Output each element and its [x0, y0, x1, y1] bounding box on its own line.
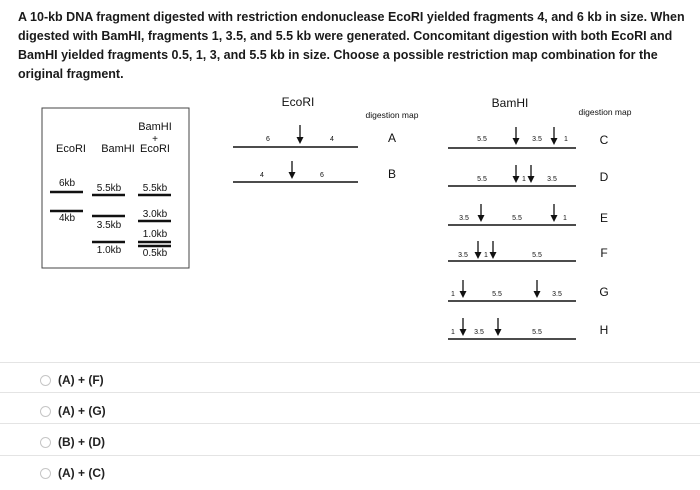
- map-letter: G: [599, 285, 609, 299]
- ecori-header: EcoRI: [281, 95, 315, 109]
- segment-label: 5.5: [477, 136, 487, 143]
- question-text: A 10-kb DNA fragment digested with restriction endonuclease EcoRI yielded fragments 4, and 6 kb in size. When digested with BamHI, fragments 1, 3.5, and 5.5 kb were generated. Concomitant digestion with both EcoRI and BamHI yielded fragments 0.5, 1, 3, and 5.5 kb in size. Choose a possible restriction map combination for the original fragment.: [18, 10, 685, 81]
- segment-label: 1: [522, 176, 526, 183]
- map-letter: E: [599, 211, 609, 225]
- gel-col-ecori: EcoRI: [56, 143, 86, 155]
- map-letter: C: [599, 133, 609, 147]
- cut-arrow-icon: [478, 204, 485, 222]
- radio-button[interactable]: [40, 468, 51, 479]
- segment-label: 3.5: [547, 176, 557, 183]
- gel-band-label: 4kb: [58, 213, 76, 224]
- divider: [0, 362, 700, 363]
- answer-option-label: (A) + (C): [58, 466, 105, 480]
- answer-option-label: (B) + (D): [58, 435, 105, 449]
- segment-label: 3.5: [459, 215, 469, 222]
- cut-arrow-icon: [490, 241, 497, 259]
- radio-button[interactable]: [40, 375, 51, 386]
- map-letter: H: [599, 323, 609, 337]
- bamhi-map-e: [448, 204, 608, 225]
- gel-band-label: 5.5kb: [96, 183, 122, 194]
- bamhi-map-d: [448, 165, 609, 186]
- ecori-map-a: [233, 125, 396, 147]
- radio-button[interactable]: [40, 406, 51, 417]
- bamhi-map-h: [448, 318, 608, 339]
- answer-option[interactable]: [40, 433, 105, 451]
- cut-arrow-icon: [475, 241, 482, 259]
- bamhi-header: BamHI: [491, 96, 529, 110]
- segment-label: 6: [266, 136, 270, 143]
- ecori-map-b: [233, 161, 396, 182]
- segment-label: 3.5: [532, 136, 542, 143]
- cut-arrow-icon: [534, 280, 541, 298]
- answer-option[interactable]: [40, 464, 105, 482]
- segment-label: 4: [330, 136, 334, 143]
- segment-label: 5.5: [492, 291, 502, 298]
- answer-option-label: (A) + (G): [58, 404, 106, 418]
- bamhi-map-f: [448, 241, 608, 261]
- map-letter: F: [600, 246, 608, 260]
- cut-arrow-icon: [495, 318, 502, 336]
- map-letter: A: [387, 131, 397, 145]
- cut-arrow-icon: [297, 125, 304, 144]
- gel-diagram: [42, 108, 189, 268]
- segment-label: 4: [260, 172, 264, 179]
- segment-label: 1: [451, 291, 455, 298]
- segment-label: 1: [451, 329, 455, 336]
- divider: [0, 455, 700, 456]
- answer-option[interactable]: [40, 402, 106, 420]
- cut-arrow-icon: [460, 280, 467, 298]
- cut-arrow-icon: [528, 165, 535, 183]
- gel-band-label: 0.5kb: [142, 248, 168, 259]
- gel-band-label: 3.5kb: [96, 220, 122, 231]
- segment-label: 1: [484, 252, 488, 259]
- cut-arrow-icon: [460, 318, 467, 336]
- bamhi-map-c: [448, 127, 609, 148]
- divider: [0, 392, 700, 393]
- segment-label: 6: [320, 172, 324, 179]
- digestion-map-label: digestion map: [365, 110, 419, 120]
- gel-band-label: 5.5kb: [142, 183, 168, 194]
- gel-band-label: 6kb: [58, 178, 76, 189]
- map-letter: D: [599, 170, 609, 184]
- digestion-map-label: digestion map: [578, 107, 632, 117]
- segment-label: 1: [563, 215, 567, 222]
- segment-label: 3.5: [458, 252, 468, 259]
- cut-arrow-icon: [513, 127, 520, 145]
- gel-col-both-top: BamHI: [138, 121, 172, 133]
- cut-arrow-icon: [513, 165, 520, 183]
- bamhi-map-g: [448, 280, 609, 301]
- cut-arrow-icon: [551, 127, 558, 145]
- segment-label: 5.5: [532, 252, 542, 259]
- gel-band-label: 3.0kb: [142, 209, 168, 220]
- segment-label: 3.5: [474, 329, 484, 336]
- cut-arrow-icon: [289, 161, 296, 179]
- answer-option[interactable]: [40, 371, 104, 389]
- cut-arrow-icon: [551, 204, 558, 222]
- gel-col-both-bottom: EcoRI: [140, 143, 170, 155]
- segment-label: 3.5: [552, 291, 562, 298]
- segment-label: 5.5: [512, 215, 522, 222]
- gel-band-label: 1.0kb: [142, 229, 168, 240]
- gel-col-both-plus: +: [152, 134, 158, 145]
- answer-option-label: (A) + (F): [58, 373, 104, 387]
- segment-label: 1: [564, 136, 568, 143]
- gel-band-label: 1.0kb: [96, 245, 122, 256]
- gel-col-bamhi: BamHI: [101, 143, 135, 155]
- divider: [0, 423, 700, 424]
- map-letter: B: [387, 167, 397, 181]
- segment-label: 5.5: [477, 176, 487, 183]
- segment-label: 5.5: [532, 329, 542, 336]
- radio-button[interactable]: [40, 437, 51, 448]
